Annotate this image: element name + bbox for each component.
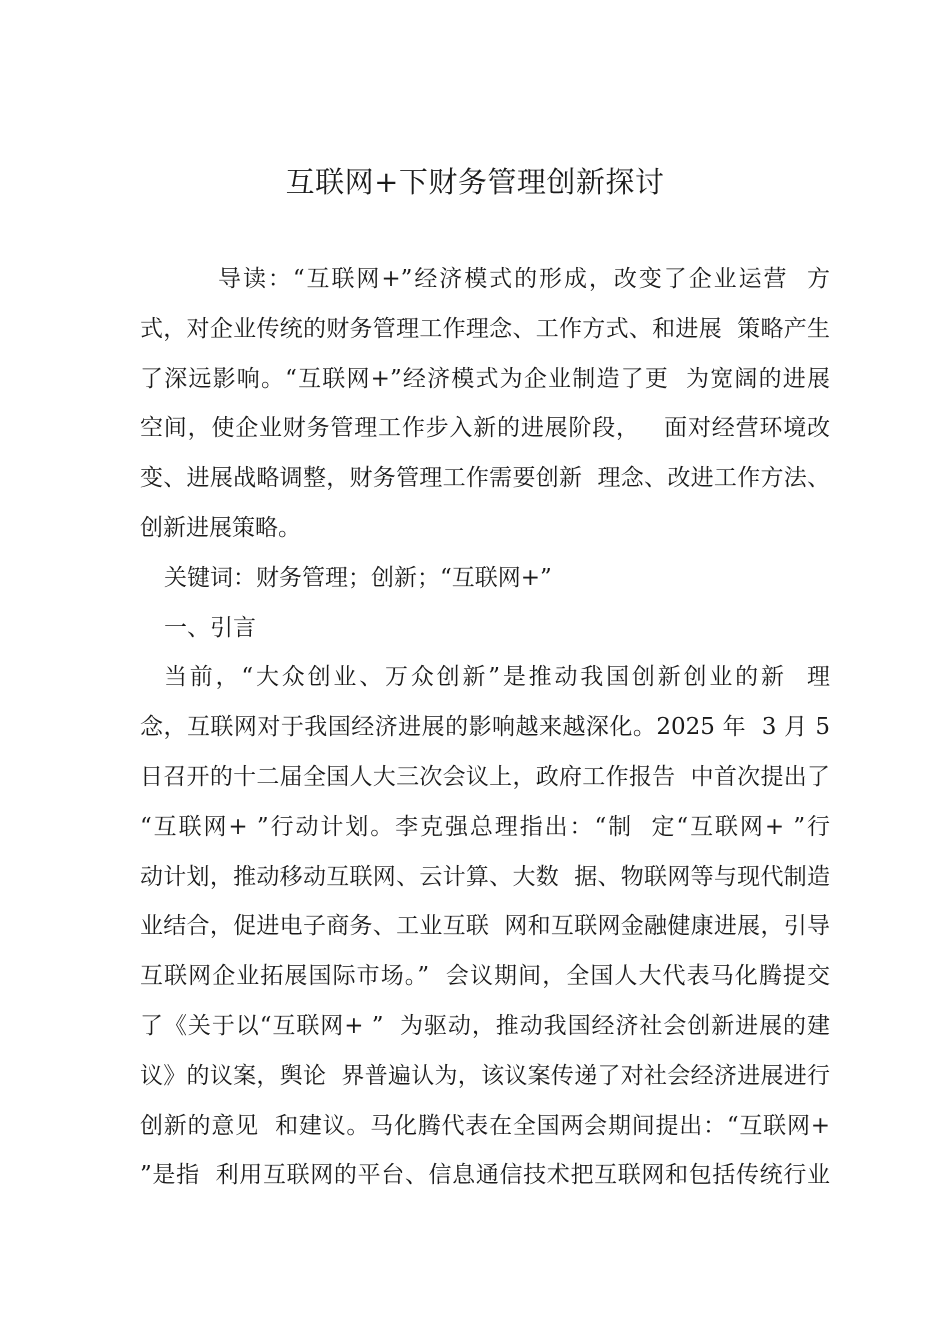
paragraph-line: ”是指 利用互联网的平台、信息通信技术把互联网和包括传统行业 bbox=[140, 1162, 830, 1189]
paragraph-line: 了深远影响。“互联网+”经济模式为企业制造了更 为宽阔的进展 bbox=[140, 365, 830, 392]
keywords-line: 关键词：财务管理；创新；“互联网+” bbox=[164, 564, 552, 591]
paragraph-line: 创新进展策略。 bbox=[140, 514, 301, 541]
paragraph-line: 导读：“互联网+”经济模式的形成，改变了企业运营 方 bbox=[218, 266, 830, 292]
document-title: 互联网+下财务管理创新探讨 bbox=[285, 165, 665, 199]
paragraph-line: 议》的议案，舆论 界普遍认为，该议案传递了对社会经济进展进行 bbox=[140, 1062, 830, 1089]
paragraph-line: 当前，“大众创业、万众创新”是推动我国创新创业的新 理 bbox=[164, 664, 830, 691]
paragraph-line: 业结合，促进电子商务、工业互联 网和互联网金融健康进展，引导 bbox=[140, 913, 830, 940]
paragraph-line: “互联网+ ”行动计划。李克强总理指出：“制 定“互联网+ ”行 bbox=[140, 813, 830, 840]
section-heading: 一、引言 bbox=[164, 614, 256, 641]
paragraph-line: 念，互联网对于我国经济进展的影响越来越深化。2025 年 3 月 5 bbox=[140, 714, 830, 741]
paragraph-line: 动计划，推动移动互联网、云计算、大数 据、物联网等与现代制造 bbox=[140, 863, 830, 890]
paragraph-line: 空间，使企业财务管理工作步入新的进展阶段， 面对经营环境改 bbox=[140, 415, 830, 442]
document-body bbox=[140, 255, 830, 1201]
paragraph-line: 互联网企业拓展国际市场。” 会议期间，全国人大代表马化腾提交 bbox=[140, 963, 830, 990]
paragraph-line: 式，对企业传统的财务管理工作理念、工作方式、和进展 策略产生 bbox=[140, 315, 830, 342]
paragraph-line: 了《关于以“互联网+ ” 为驱动，推动我国经济社会创新进展的建 bbox=[140, 1012, 830, 1039]
paragraph-line: 变、进展战略调整，财务管理工作需要创新 理念、改进工作方法、 bbox=[140, 465, 830, 492]
paragraph-line: 创新的意见 和建议。马化腾代表在全国两会期间提出：“互联网+ bbox=[140, 1112, 830, 1139]
paragraph-line: 日召开的十二届全国人大三次会议上，政府工作报告 中首次提出了 bbox=[140, 763, 830, 790]
